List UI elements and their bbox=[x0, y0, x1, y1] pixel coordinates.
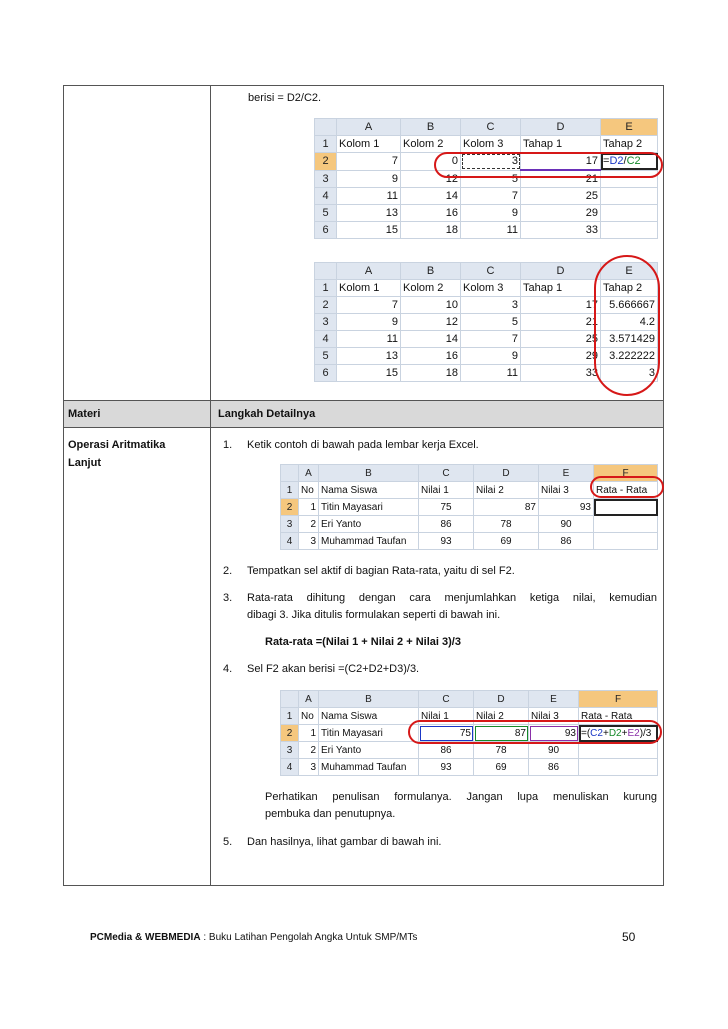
note-line2: pembuka dan penutupnya. bbox=[265, 808, 396, 820]
footer-brand: PCMedia & WEBMEDIA bbox=[90, 932, 201, 943]
cell-d6: 33 bbox=[521, 222, 601, 239]
row-header-2: 2 bbox=[315, 153, 337, 171]
col-header-d: D bbox=[521, 263, 601, 280]
col-header-c: C bbox=[461, 263, 521, 280]
cell-a5: 13 bbox=[337, 205, 401, 222]
row-header-4: 4 bbox=[315, 188, 337, 205]
top-text-line: berisi = D2/C2. bbox=[248, 92, 322, 104]
formula-div: / bbox=[623, 155, 627, 168]
cell-d3: 78 bbox=[474, 742, 529, 759]
col-header-f: F bbox=[594, 465, 658, 482]
cell-a4: 3 bbox=[299, 759, 319, 776]
cell-a3: 2 bbox=[299, 742, 319, 759]
cell-a4: 11 bbox=[337, 188, 401, 205]
table-header-row bbox=[64, 401, 663, 427]
col-header-f: F bbox=[579, 691, 658, 708]
page-number: 50 bbox=[622, 930, 636, 944]
cell-f4 bbox=[579, 759, 658, 776]
cell-a2: 7 bbox=[337, 297, 401, 314]
cell-c2: 75 bbox=[419, 725, 474, 742]
formula-plus-1: + bbox=[602, 727, 609, 739]
col-header-b: B bbox=[401, 263, 461, 280]
cell-d6: 33 bbox=[521, 365, 601, 382]
row-header-3: 3 bbox=[281, 742, 299, 759]
cell-b2: 10 bbox=[401, 297, 461, 314]
highlight-oval-average-formula bbox=[408, 720, 662, 744]
row-header-1: 1 bbox=[315, 280, 337, 297]
cell-c2: 3 bbox=[461, 297, 521, 314]
cell-d4: 25 bbox=[521, 188, 601, 205]
footer-book-title: : Buku Latihan Pengolah Angka Untuk SMP/MTs bbox=[200, 932, 418, 943]
cell-b4: 14 bbox=[401, 331, 461, 348]
cell-d1: Tahap 1 bbox=[521, 280, 601, 297]
highlight-oval-rata-rata bbox=[590, 476, 664, 498]
row-header-1: 1 bbox=[315, 136, 337, 153]
col-header-e: E bbox=[601, 263, 658, 280]
cell-a4: 3 bbox=[299, 533, 319, 550]
cell-c6: 11 bbox=[461, 365, 521, 382]
cell-a6: 15 bbox=[337, 222, 401, 239]
cell-a4: 11 bbox=[337, 331, 401, 348]
row-header-3: 3 bbox=[315, 314, 337, 331]
materi-label-line1: Operasi Aritmatika bbox=[68, 439, 166, 451]
table-header-divider bbox=[210, 400, 211, 428]
cell-f3 bbox=[579, 742, 658, 759]
cell-b4: 14 bbox=[401, 188, 461, 205]
row-header-2: 2 bbox=[315, 297, 337, 314]
cell-c3: 5 bbox=[461, 170, 521, 188]
cell-e3: 90 bbox=[529, 742, 579, 759]
formula-ref-d2: D2 bbox=[609, 155, 624, 168]
row-header-5: 5 bbox=[315, 348, 337, 365]
note-line1: Perhatikan penulisan formulanya. Jangan lupa menuliskan kurung bbox=[265, 791, 657, 803]
col-header-c: C bbox=[419, 691, 474, 708]
col-header-c: C bbox=[419, 465, 474, 482]
formula-eq: = bbox=[603, 155, 610, 168]
col-header-e: E bbox=[529, 691, 579, 708]
row-header-2: 2 bbox=[281, 499, 299, 516]
cell-c2: 3 bbox=[461, 153, 521, 171]
formula-ref-c2: C2 bbox=[626, 155, 641, 168]
cell-c4: 7 bbox=[461, 188, 521, 205]
cell-a2: 1 bbox=[299, 499, 319, 516]
table-border-top bbox=[63, 85, 664, 86]
cell-f4 bbox=[594, 533, 658, 550]
step-1-number: 1. bbox=[223, 439, 233, 451]
cell-e4: 3.571429 bbox=[601, 331, 658, 348]
cell-d2: 87 bbox=[474, 499, 539, 516]
header-materi: Materi bbox=[68, 408, 101, 420]
cell-a6: 15 bbox=[337, 365, 401, 382]
cell-a2: 1 bbox=[299, 725, 319, 742]
cell-e5 bbox=[601, 205, 658, 222]
col-header-b: B bbox=[401, 119, 461, 136]
col-header-c: C bbox=[461, 119, 521, 136]
cell-d2: 17 bbox=[521, 153, 601, 171]
cell-e1: Nilai 3 bbox=[539, 482, 594, 499]
cell-c6: 11 bbox=[461, 222, 521, 239]
step-1-text: Ketik contoh di bawah pada lembar kerja Excel. bbox=[247, 439, 479, 451]
col-header-b: B bbox=[319, 465, 419, 482]
cell-c4: 7 bbox=[461, 331, 521, 348]
row-header-1: 1 bbox=[281, 482, 299, 499]
step-3-text-line1: Rata-rata dihitung dengan cara menjumlahkan ketiga nilai, kemudian bbox=[247, 592, 657, 604]
row-header-6: 6 bbox=[315, 365, 337, 382]
cell-e6 bbox=[601, 222, 658, 239]
cell-b1: Kolom 2 bbox=[401, 280, 461, 297]
row-header-3: 3 bbox=[281, 516, 299, 533]
cell-a1: No bbox=[299, 708, 319, 725]
row-header-2: 2 bbox=[281, 725, 299, 742]
cell-c1: Kolom 3 bbox=[461, 136, 521, 153]
cell-d3: 21 bbox=[521, 170, 601, 188]
cell-c1: Nilai 1 bbox=[419, 482, 474, 499]
cell-e4: 86 bbox=[529, 759, 579, 776]
cell-e3: 4.2 bbox=[601, 314, 658, 331]
step-5-text: Dan hasilnya, lihat gambar di bawah ini. bbox=[247, 836, 442, 848]
highlight-oval-result-column bbox=[594, 255, 660, 396]
step-3-number: 3. bbox=[223, 592, 233, 604]
header-langkah: Langkah Detailnya bbox=[218, 408, 316, 420]
formula-open: =( bbox=[581, 727, 591, 739]
formula-ref-d2: D2 bbox=[608, 727, 622, 739]
cell-d4: 69 bbox=[474, 533, 539, 550]
cell-d5: 29 bbox=[521, 205, 601, 222]
highlight-oval-formula-row bbox=[434, 152, 663, 178]
cell-d1: Nilai 2 bbox=[474, 482, 539, 499]
table-column-divider bbox=[210, 85, 211, 885]
cell-c2: 75 bbox=[419, 499, 474, 516]
formula-ref-c2: C2 bbox=[590, 727, 603, 739]
col-header-e: E bbox=[539, 465, 594, 482]
row-header-4: 4 bbox=[281, 759, 299, 776]
formula-rata-rata: Rata-rata =(Nilai 1 + Nilai 2 + Nilai 3)/3 bbox=[265, 636, 461, 648]
cell-b2: 0 bbox=[401, 153, 461, 171]
cell-b6: 18 bbox=[401, 365, 461, 382]
cell-e3: 90 bbox=[539, 516, 594, 533]
step-2-number: 2. bbox=[223, 565, 233, 577]
formula-ref-e2: E2 bbox=[627, 727, 640, 739]
col-header-a: A bbox=[299, 465, 319, 482]
cell-d1: Tahap 1 bbox=[521, 136, 601, 153]
row-header-1: 1 bbox=[281, 708, 299, 725]
cell-e4: 86 bbox=[539, 533, 594, 550]
cell-e6: 3 bbox=[601, 365, 658, 382]
formula-close: )/3 bbox=[639, 727, 652, 739]
row-header-3: 3 bbox=[315, 170, 337, 188]
cell-d2: 17 bbox=[521, 297, 601, 314]
cell-d2: 87 bbox=[474, 725, 529, 742]
cell-c1: Kolom 3 bbox=[461, 280, 521, 297]
corner-cell bbox=[281, 691, 299, 708]
cell-b5: 16 bbox=[401, 348, 461, 365]
cell-e1: Nilai 3 bbox=[529, 708, 579, 725]
cell-e2: 93 bbox=[529, 725, 579, 742]
spreadsheet-formula-example bbox=[314, 118, 658, 239]
cell-a3: 9 bbox=[337, 314, 401, 331]
cell-e2: 5.666667 bbox=[601, 297, 658, 314]
cell-f1: Rata - Rata bbox=[579, 708, 658, 725]
cell-b1: Nama Siswa bbox=[319, 482, 419, 499]
col-header-d: D bbox=[474, 465, 539, 482]
table-border-left bbox=[63, 85, 64, 885]
row-header-4: 4 bbox=[315, 331, 337, 348]
cell-a2: 7 bbox=[337, 153, 401, 171]
cell-a3: 9 bbox=[337, 170, 401, 188]
table-border-bottom bbox=[63, 885, 664, 886]
cell-b2: Titin Mayasari bbox=[319, 499, 419, 516]
cell-a1: No bbox=[299, 482, 319, 499]
col-header-e: E bbox=[601, 119, 658, 136]
cell-b1: Nama Siswa bbox=[319, 708, 419, 725]
cell-f1: Rata - Rata bbox=[594, 482, 658, 499]
cell-d4: 69 bbox=[474, 759, 529, 776]
formula-plus-2: + bbox=[621, 727, 628, 739]
cell-c5: 9 bbox=[461, 348, 521, 365]
col-header-a: A bbox=[299, 691, 319, 708]
cell-d3: 78 bbox=[474, 516, 539, 533]
cell-b3: 12 bbox=[401, 170, 461, 188]
cell-d3: 21 bbox=[521, 314, 601, 331]
cell-d4: 25 bbox=[521, 331, 601, 348]
row-header-4: 4 bbox=[281, 533, 299, 550]
cell-a1: Kolom 1 bbox=[337, 280, 401, 297]
cell-b6: 18 bbox=[401, 222, 461, 239]
cell-d5: 29 bbox=[521, 348, 601, 365]
col-header-a: A bbox=[337, 263, 401, 280]
cell-e2: 93 bbox=[539, 499, 594, 516]
corner-cell bbox=[281, 465, 299, 482]
cell-b3: Eri Yanto bbox=[319, 516, 419, 533]
cell-f2-active bbox=[594, 499, 658, 516]
corner-cell bbox=[315, 119, 337, 136]
table-header-top-line bbox=[63, 400, 664, 401]
cell-f3 bbox=[594, 516, 658, 533]
cell-a5: 13 bbox=[337, 348, 401, 365]
cell-c3: 86 bbox=[419, 516, 474, 533]
cell-b1: Kolom 2 bbox=[401, 136, 461, 153]
cell-c3: 86 bbox=[419, 742, 474, 759]
cell-e5: 3.222222 bbox=[601, 348, 658, 365]
col-header-a: A bbox=[337, 119, 401, 136]
cell-b4: Muhammad Taufan bbox=[319, 759, 419, 776]
cell-c4: 93 bbox=[419, 533, 474, 550]
cell-b3: Eri Yanto bbox=[319, 742, 419, 759]
col-header-b: B bbox=[319, 691, 419, 708]
footer-text bbox=[90, 931, 417, 945]
cell-c1: Nilai 1 bbox=[419, 708, 474, 725]
cell-b5: 16 bbox=[401, 205, 461, 222]
cell-e4 bbox=[601, 188, 658, 205]
cell-e1: Tahap 2 bbox=[601, 136, 658, 153]
step-2-text: Tempatkan sel aktif di bagian Rata-rata, yaitu di sel F2. bbox=[247, 565, 515, 577]
cell-e1: Tahap 2 bbox=[601, 280, 658, 297]
step-3-text-line2: dibagi 3. Jika ditulis formulakan seperti di bawah ini. bbox=[247, 609, 501, 621]
cell-c4: 93 bbox=[419, 759, 474, 776]
step-4-number: 4. bbox=[223, 663, 233, 675]
materi-label-line2: Lanjut bbox=[68, 457, 101, 469]
col-header-d: D bbox=[474, 691, 529, 708]
cell-b4: Muhammad Taufan bbox=[319, 533, 419, 550]
table-header-bottom-line bbox=[63, 427, 664, 428]
cell-b2: Titin Mayasari bbox=[319, 725, 419, 742]
cell-c3: 5 bbox=[461, 314, 521, 331]
corner-cell bbox=[315, 263, 337, 280]
cell-a1: Kolom 1 bbox=[337, 136, 401, 153]
cell-d1: Nilai 2 bbox=[474, 708, 529, 725]
step-5-number: 5. bbox=[223, 836, 233, 848]
step-4-text: Sel F2 akan berisi =(C2+D2+D3)/3. bbox=[247, 663, 420, 675]
row-header-6: 6 bbox=[315, 222, 337, 239]
col-header-d: D bbox=[521, 119, 601, 136]
cell-a3: 2 bbox=[299, 516, 319, 533]
row-header-5: 5 bbox=[315, 205, 337, 222]
cell-c5: 9 bbox=[461, 205, 521, 222]
cell-b3: 12 bbox=[401, 314, 461, 331]
